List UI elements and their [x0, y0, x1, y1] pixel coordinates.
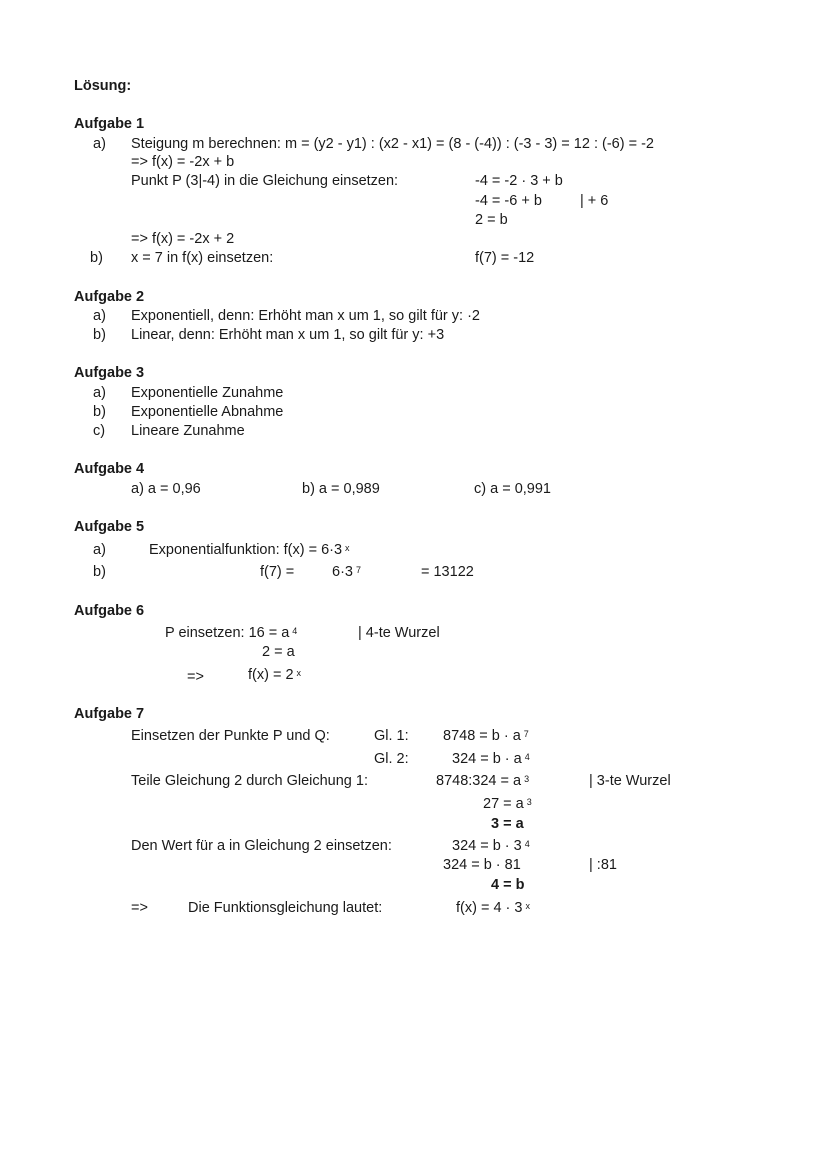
a7-row2-gl: Gl. 2:	[374, 751, 409, 767]
a4-answer-a: a) a = 0,96	[131, 481, 201, 497]
a5-a-label: a)	[93, 542, 106, 558]
a1-a-label: a)	[93, 136, 106, 152]
a6-line1: P einsetzen: 16 = a $^4$	[165, 625, 298, 641]
a7-row3-exp: 3	[524, 774, 530, 784]
a7-row9-arrow: =>	[131, 900, 148, 916]
a7-row9-eq: f(x) = 4 · 3 $^x$	[456, 900, 530, 916]
a7-row3-op: | 3-te Wurzel	[589, 773, 671, 789]
a3-item-label: c)	[93, 423, 106, 439]
a5-b-exp: 7	[355, 565, 361, 575]
a7-row8-eq: 4 = b	[491, 877, 525, 893]
aufgabe-6-heading: Aufgabe 6	[74, 603, 145, 619]
a6-result: f(x) = 2 $^x$	[248, 667, 302, 683]
a1-point-line: Punkt P (3|-4) in die Gleichung einsetzen:	[131, 173, 399, 189]
a6-result-exp: x	[296, 668, 302, 678]
page-title: Lösung:	[74, 78, 132, 94]
a7-row7-op: | :81	[589, 857, 617, 873]
a2-b-label: b)	[93, 327, 106, 343]
a2-b-text: Linear, denn: Erhöht man x um 1, so gilt für y: +3	[131, 327, 445, 343]
a5-b-mid: 6·3 $^7$	[332, 564, 361, 580]
a5-a-exp: x	[345, 543, 350, 553]
a3-item-label: b)	[93, 404, 106, 420]
a1-b-text: x = 7 in f(x) einsetzen:	[131, 250, 274, 266]
a7-row4-eq: 27 = a $^3$	[483, 796, 532, 812]
a7-row9-exp: x	[525, 901, 530, 911]
a3-item-text: Lineare Zunahme	[131, 423, 245, 439]
a7-row1-text: Einsetzen der Punkte P und Q:	[131, 728, 330, 744]
aufgabe-2-heading: Aufgabe 2	[74, 289, 145, 305]
a7-row1-exp: 7	[523, 729, 529, 739]
a6-line2: 2 = a	[262, 644, 295, 660]
a4-answer-c: c) a = 0,991	[474, 481, 551, 497]
a1-b-result: f(7) = -12	[475, 250, 535, 266]
aufgabe-1-heading: Aufgabe 1	[74, 116, 145, 132]
a1-eq2: -4 = -6 + b	[475, 193, 542, 209]
a1-result: => f(x) = -2x + 2	[131, 231, 235, 247]
a7-row6-exp: 4	[524, 839, 530, 849]
a7-row7-eq: 324 = b · 81	[443, 857, 521, 873]
a5-b-label: b)	[93, 564, 106, 580]
a1-eq1: -4 = -2 · 3 + b	[475, 173, 563, 189]
a7-row1-eq: 8748 = b · a $^7$	[443, 728, 529, 744]
a7-row9-text: Die Funktionsgleichung lautet:	[188, 900, 383, 916]
a7-row5-eq: 3 = a	[491, 816, 524, 832]
a6-line1-exp: 4	[292, 626, 298, 636]
a1-function-line: => f(x) = -2x + b	[131, 154, 235, 170]
aufgabe-7-heading: Aufgabe 7	[74, 706, 145, 722]
a1-eq2-op: | + 6	[580, 193, 609, 209]
a1-slope-line: Steigung m berechnen: m = (y2 - y1) : (x2 - x1) = (8 - (-4)) : (-3 - 3) = 12 : (-6) = -2	[131, 136, 654, 152]
a1-b-label: b)	[90, 250, 103, 266]
a7-row2-eq: 324 = b · a $^4$	[452, 751, 530, 767]
a6-arrow: =>	[187, 669, 204, 685]
a1-eq3: 2 = b	[475, 212, 508, 228]
a7-row1-gl: Gl. 1:	[374, 728, 409, 744]
a2-a-text: Exponentiell, denn: Erhöht man x um 1, so gilt für y: ·2	[131, 308, 480, 324]
a5-a-text: Exponentialfunktion: f(x) = 6·3 $^x$	[149, 542, 350, 558]
a3-item-text: Exponentielle Zunahme	[131, 385, 284, 401]
a3-item-text: Exponentielle Abnahme	[131, 404, 284, 420]
aufgabe-4-heading: Aufgabe 4	[74, 461, 145, 477]
a7-row4-exp: 3	[526, 797, 532, 807]
a4-answer-b: b) a = 0,989	[302, 481, 380, 497]
a7-row6-eq: 324 = b · 3 $^4$	[452, 838, 530, 854]
a7-row3-eq: 8748:324 = a $^3$	[436, 773, 530, 789]
a7-row2-exp: 4	[524, 752, 530, 762]
a5-b-lhs: f(7) =	[260, 564, 295, 580]
a7-row6-text: Den Wert für a in Gleichung 2 einsetzen:	[131, 838, 392, 854]
aufgabe-3-heading: Aufgabe 3	[74, 365, 145, 381]
a2-a-label: a)	[93, 308, 106, 324]
aufgabe-5-heading: Aufgabe 5	[74, 519, 145, 535]
a7-row3-text: Teile Gleichung 2 durch Gleichung 1:	[131, 773, 368, 789]
a3-item-label: a)	[93, 385, 106, 401]
a6-line1-op: | 4-te Wurzel	[358, 625, 440, 641]
a5-b-result: = 13122	[421, 564, 474, 580]
